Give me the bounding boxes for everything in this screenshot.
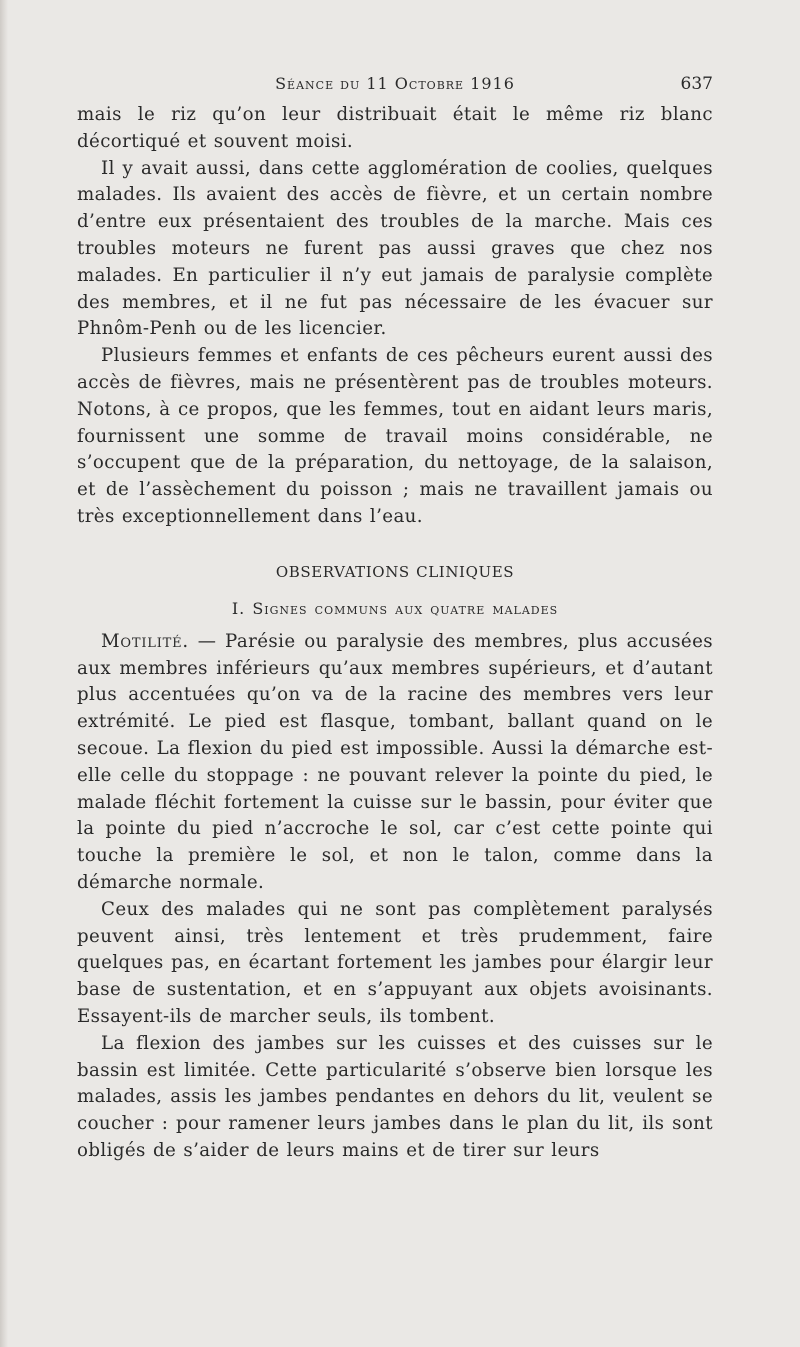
paragraph-motilite <box>77 629 713 897</box>
running-header-title: Séance du 11 Octobre 1916 <box>275 74 515 93</box>
paragraph-continued: mais le riz qu’on leur distribuait était le même riz blanc décortiqué et souvent moisi. <box>77 104 713 152</box>
subsection-heading <box>77 596 713 618</box>
paragraph-femmes-enfants: Plusieurs femmes et enfants de ces pêcheurs eurent aussi des accès de fièvres, mais ne présentèrent pas de troubles moteurs. Notons, à ce propos, que les femmes, tout en aidant leurs maris, fournissent une somme de travail moins considérable, ne s’occupent que de la préparation, du nettoyage, de la salaison, et de l’assèchement du poisson ; mais ne travaillent jamais ou très exceptionnellement dans l’eau. <box>77 345 713 527</box>
body-text <box>77 102 713 1165</box>
subsection-label: Signes communs aux quatre malades <box>252 598 559 618</box>
scan-edge-shadow <box>0 0 8 1347</box>
running-header <box>77 68 713 102</box>
book-page <box>77 68 713 1165</box>
paragraph-malades-paralyses: Ceux des malades qui ne sont pas complètement paralysés peuvent ainsi, très lentement et très prudemment, faire quelques pas, en écartant fortement les jambes pour élargir leur base de sustentation, et en s’appuyant aux objets avoisinants. Essayent-ils de marcher seuls, ils tombent. <box>77 898 713 1027</box>
subsection-number: I. <box>231 598 246 618</box>
motilite-text: — Parésie ou paralysie des membres, plus accusées aux membres inférieurs qu’aux membres supérieurs, et d’autant plus accentuées qu’on va de la racine des membres vers leur extrémité. Le pied est flasque, tombant, ballant quand on le secoue. La flexion du pied est impossible. Aussi la démarche est-elle celle du stoppage : ne pouvant relever la pointe du pied, le malade fléchit fortement la cuisse sur le bassin, pour éviter que la pointe du pied n’accroche le sol, car c’est cette pointe qui touche la première le sol, et non le talon, comme dans la démarche normale. <box>77 630 713 893</box>
paragraph-flexion-jambes: La flexion des jambes sur les cuisses et des cuisses sur le bassin est limitée. Cette particularité s’observe bien lorsque les malades, assis les jambes pendantes en dehors du lit, veulent se coucher : pour ramener leurs jambes dans le plan du lit, ils sont obligés de s’aider de leurs mains et de tirer sur leurs <box>77 1032 713 1161</box>
motilite-term: Motilité. <box>101 630 189 652</box>
paragraph-coolies-malades: Il y avait aussi, dans cette agglomération de coolies, quelques malades. Ils avaient des accès de fièvre, et un certain nombre d’entre eux présentaient des troubles de la marche. Mais ces troubles moteurs ne furent pas aussi graves que chez nos malades. En particulier il n’y eut jamais de paralysie complète des membres, et il ne fut pas nécessaire de les évacuer sur Phnôm-Penh ou de les licencier. <box>77 157 713 340</box>
page-number: 637 <box>680 74 713 94</box>
section-heading: OBSERVATIONS CLINIQUES <box>275 562 515 581</box>
